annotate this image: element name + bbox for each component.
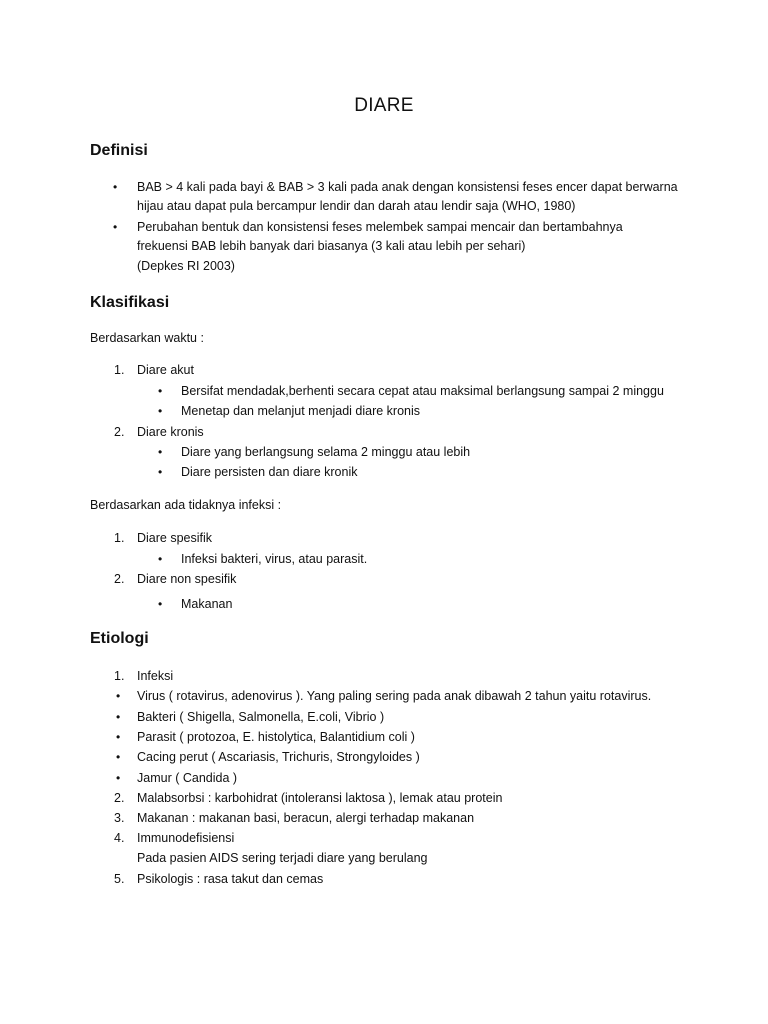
etiologi-line: Cacing perut ( Ascariasis, Trichuris, Strongyloides ) [137,750,420,764]
etiologi-line: Makanan : makanan basi, beracun, alergi terhadap makanan [137,811,475,825]
bullet-marker: • [158,465,163,479]
bullet-marker: • [158,552,163,566]
sub-item: Makanan [181,597,233,611]
etiologi-line: Immunodefisiensi [137,831,235,845]
bullet-marker: • [116,771,121,785]
list-number: 2. [114,425,125,439]
etiologi-line: Pada pasien AIDS sering terjadi diare yang berulang [137,851,428,865]
klasifikasi-infeksi-label: Berdasarkan ada tidaknya infeksi : [90,498,282,512]
sub-item: Infeksi bakteri, virus, atau parasit. [181,552,368,566]
list-item-diare-akut: Diare akut [137,363,194,377]
list-item-diare-spesifik: Diare spesifik [137,531,213,545]
sub-item: Menetap dan melanjut menjadi diare kronis [181,404,421,418]
etiologi-line: Parasit ( protozoa, E. histolytica, Balantidium coli ) [137,730,415,744]
section-heading-klasifikasi: Klasifikasi [90,294,170,311]
sub-item: Diare persisten dan diare kronik [181,465,358,479]
definisi-item-2-line-1: Perubahan bentuk dan konsistensi feses melembek sampai mencair dan bertambahnya [137,220,623,234]
list-item-diare-kronis: Diare kronis [137,425,204,439]
etiologi-line: Infeksi [137,669,174,683]
section-heading-definisi: Definisi [90,142,148,159]
bullet-marker: • [158,445,163,459]
definisi-item-2-line-2: frekuensi BAB lebih banyak dari biasanya (3 kali atau lebih per sehari) [137,239,526,253]
sub-item: Bersifat mendadak,berhenti secara cepat atau maksimal berlangsung sampai 2 minggu [181,384,664,398]
definisi-item-2-line-3: (Depkes RI 2003) [137,259,235,273]
list-number: 2. [114,572,125,586]
bullet-marker: • [113,220,118,234]
list-number: 1. [114,531,125,545]
bullet-marker: • [158,597,163,611]
section-heading-etiologi: Etiologi [90,630,149,647]
list-number: 1. [114,363,125,377]
etiologi-line: Malabsorbsi : karbohidrat (intoleransi laktosa ), lemak atau protein [137,791,503,805]
bullet-marker: • [158,384,163,398]
list-number: 1. [114,669,125,683]
bullet-marker: • [116,750,121,764]
bullet-marker: • [116,730,121,744]
etiologi-line: Bakteri ( Shigella, Salmonella, E.coli, Vibrio ) [137,710,385,724]
etiologi-line: Psikologis : rasa takut dan cemas [137,872,324,886]
list-number: 2. [114,791,125,805]
list-number: 5. [114,872,125,886]
list-number: 4. [114,831,125,845]
bullet-marker: • [116,710,121,724]
list-number: 3. [114,811,125,825]
etiologi-line: Jamur ( Candida ) [137,771,238,785]
klasifikasi-waktu-label: Berdasarkan waktu : [90,331,204,345]
bullet-marker: • [116,689,121,703]
page-title: DIARE [354,95,414,116]
sub-item: Diare yang berlangsung selama 2 minggu atau lebih [181,445,471,459]
definisi-item-1-line-2: hijau atau dapat pula bercampur lendir dan darah atau lendir saja (WHO, 1980) [137,199,576,213]
bullet-marker: • [113,180,118,194]
definisi-item-1-line-1: BAB > 4 kali pada bayi & BAB > 3 kali pada anak dengan konsistensi feses encer dapat berwarna [137,180,678,194]
list-item-diare-non-spesifik: Diare non spesifik [137,572,237,586]
bullet-marker: • [158,404,163,418]
etiologi-line: Virus ( rotavirus, adenovirus ). Yang paling sering pada anak dibawah 2 tahun yaitu rotavirus. [137,689,652,703]
